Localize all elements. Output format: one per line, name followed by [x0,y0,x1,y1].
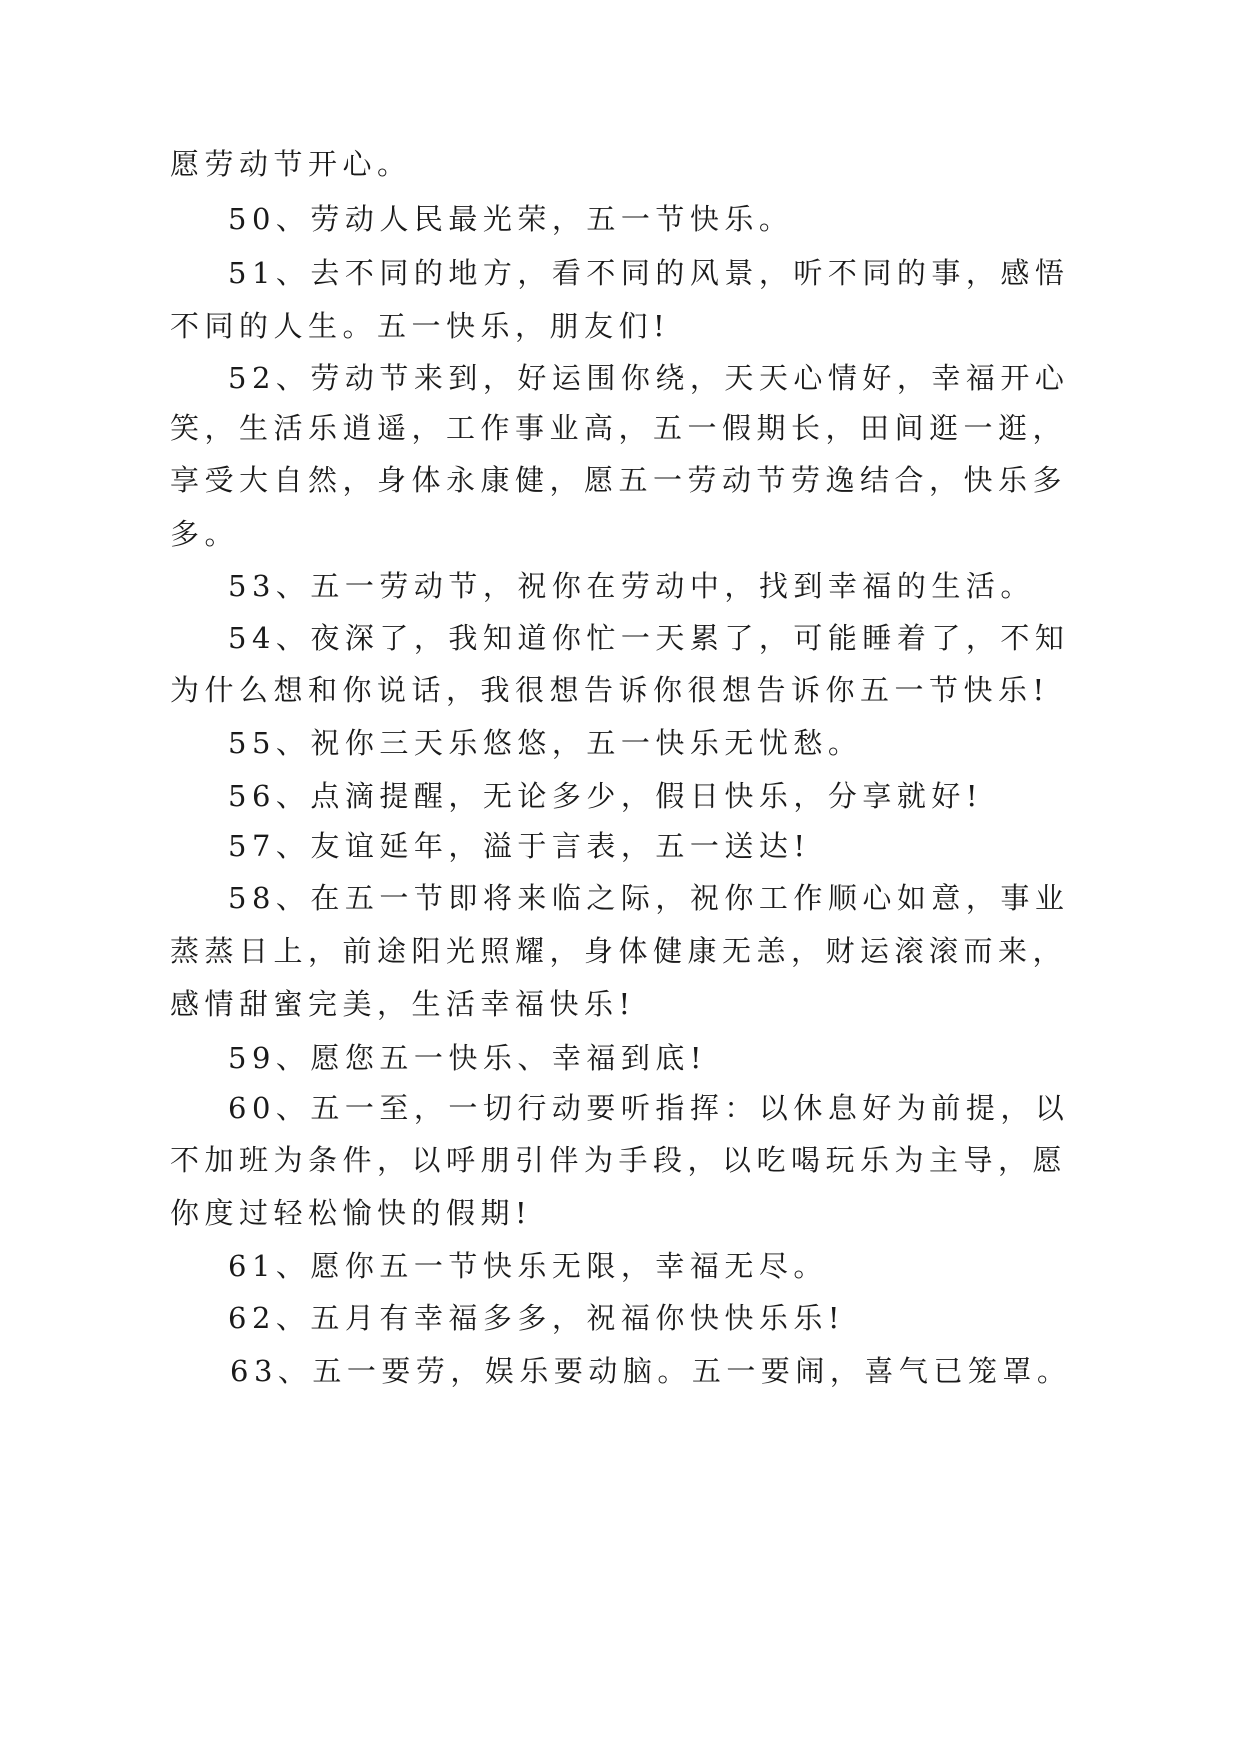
text-line: 多。 [170,517,240,551]
text-line: 愿劳动节开心。 [170,147,412,181]
text-line: 51、去不同的地方，看不同的风景，听不同的事，感悟 [228,256,1070,290]
text-line: 笑，生活乐逍遥，工作事业高，五一假期长，田间逛一逛， [170,411,1068,445]
text-line: 不加班为条件，以呼朋引伴为手段，以吃喝玩乐为主导，愿 [170,1143,1068,1177]
text-line: 55、祝你三天乐悠悠，五一快乐无忧愁。 [228,726,863,760]
text-line: 53、五一劳动节，祝你在劳动中，找到幸福的生活。 [228,569,1035,603]
text-line: 56、点滴提醒，无论多少，假日快乐，分享就好! [228,779,984,813]
text-line: 54、夜深了，我知道你忙一天累了，可能睡着了，不知 [228,621,1070,655]
text-line: 为什么想和你说话，我很想告诉你很想告诉你五一节快乐! [170,673,1050,707]
text-line: 62、五月有幸福多多，祝福你快快乐乐! [228,1301,846,1335]
text-line: 60、五一至，一切行动要听指挥：以休息好为前提，以 [228,1091,1070,1125]
text-line: 蒸蒸日上，前途阳光照耀，身体健康无恙，财运滚滚而来， [170,934,1068,968]
text-line: 感情甜蜜完美，生活幸福快乐! [170,987,636,1021]
text-line: 57、友谊延年，溢于言表，五一送达! [228,829,811,863]
text-line: 59、愿您五一快乐、幸福到底! [228,1041,708,1075]
text-line: 你度过轻松愉快的假期! [170,1196,533,1230]
text-line: 63、五一要劳，娱乐要动脑。五一要闹，喜气已笼罩。 [230,1354,1072,1388]
text-line: 享受大自然，身体永康健，愿五一劳动节劳逸结合，快乐多 [170,463,1068,497]
text-line: 61、愿你五一节快乐无限，幸福无尽。 [228,1249,828,1283]
text-line: 50、劳动人民最光荣，五一节快乐。 [228,202,794,236]
text-line: 52、劳动节来到，好运围你绕，天天心情好，幸福开心 [228,361,1070,395]
text-line: 58、在五一节即将来临之际，祝你工作顺心如意，事业 [228,881,1070,915]
text-line: 不同的人生。五一快乐，朋友们! [170,309,671,343]
